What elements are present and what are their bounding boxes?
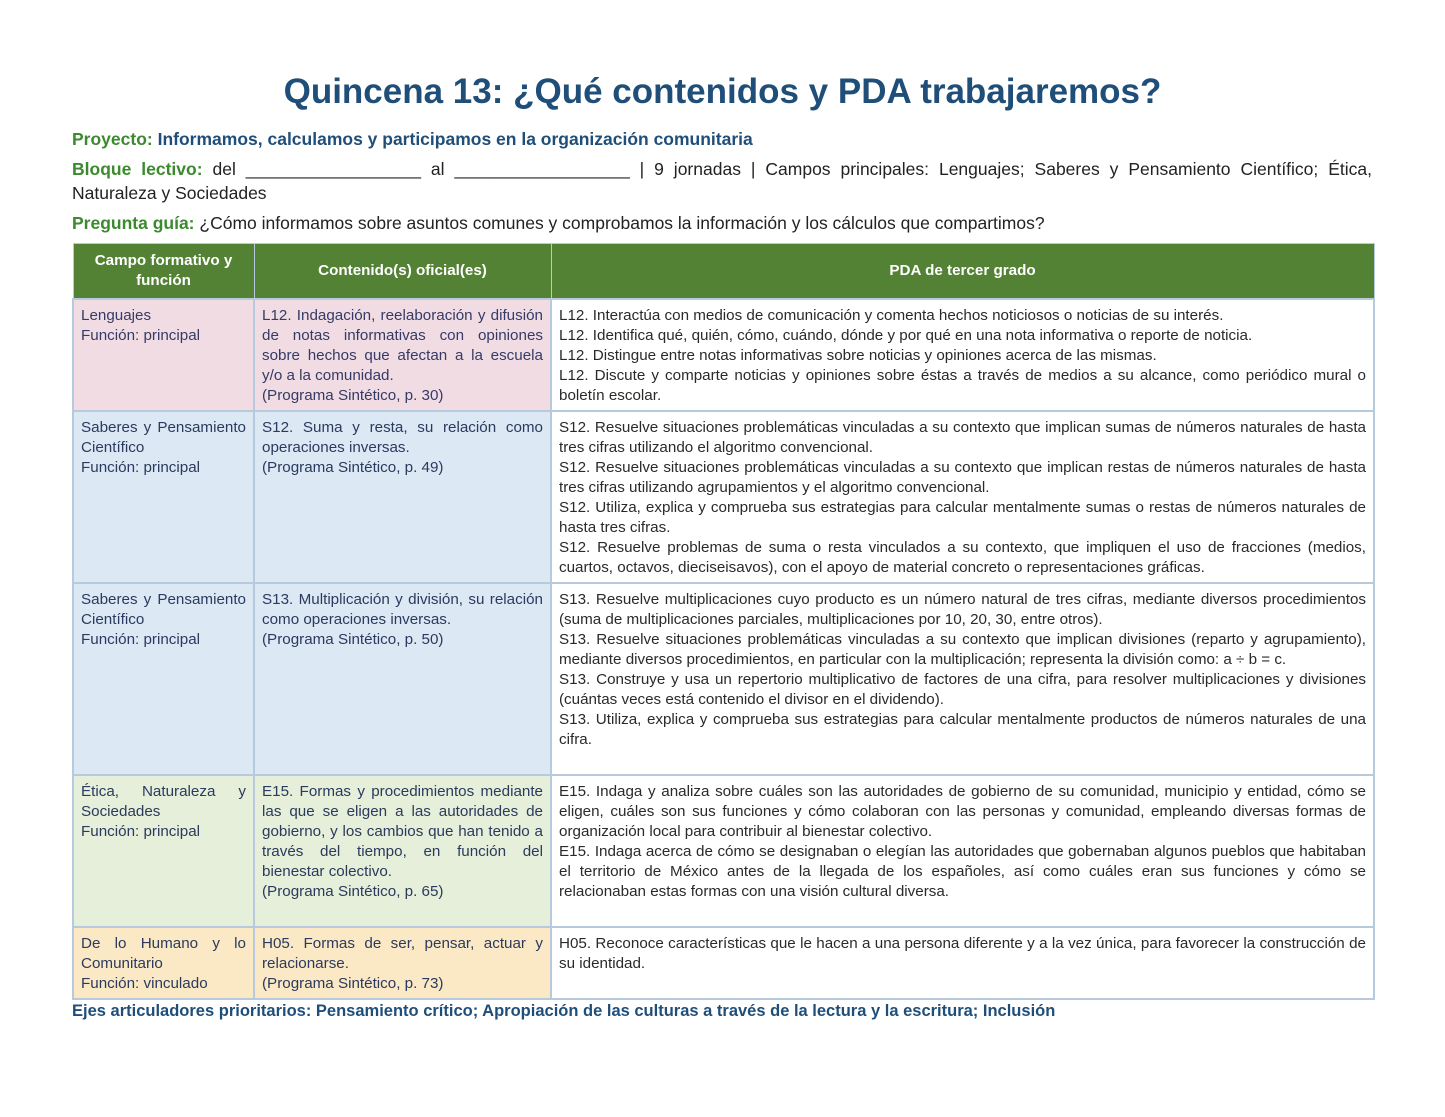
header-contenido: Contenido(s) oficial(es) bbox=[254, 244, 551, 300]
table-row bbox=[73, 299, 1374, 411]
contenido-cell-line: (Programa Sintético, p. 65) bbox=[262, 883, 444, 900]
campo-cell-line: Función: principal bbox=[81, 327, 201, 344]
proyecto-value: Informamos, calculamos y participamos en la organización comunitaria bbox=[157, 129, 753, 149]
ejes-articuladores: Ejes articuladores prioritarios: Pensamiento crítico; Apropiación de las culturas a través de la lectura y la escritura; Inclusión bbox=[72, 1002, 1056, 1020]
pda-cell-line: S12. Resuelve situaciones problemáticas vinculadas a su contexto que implican sumas de números naturales de hasta tres cifras utilizando el algoritmo convencional. bbox=[559, 419, 1366, 456]
campo-cell-line: Función: principal bbox=[81, 631, 201, 648]
pda-cell-line: S12. Resuelve situaciones problemáticas vinculadas a su contexto que implican restas de números naturales de hasta tres cifras utilizando agrupamientos y el algoritmo convencional. bbox=[559, 459, 1366, 496]
contenido-cell-line: L12. Indagación, reelaboración y difusión de notas informativas con opiniones sobre hechos que afectan a la escuela y/o a la comunidad. bbox=[262, 307, 543, 384]
table-row bbox=[73, 927, 1374, 999]
pda-cell-line: L12. Discute y comparte noticias y opiniones sobre éstas a través de medios a su alcance, como periódico mural o boletín escolar. bbox=[559, 367, 1366, 404]
pda-cell bbox=[551, 775, 1374, 927]
pda-cell bbox=[551, 927, 1374, 999]
campo-cell bbox=[73, 299, 254, 411]
campo-cell-line: Saberes y Pensamiento Científico bbox=[81, 591, 246, 628]
contenido-cell-line: (Programa Sintético, p. 49) bbox=[262, 459, 444, 476]
pregunta-line bbox=[72, 211, 1372, 235]
campo-cell-line: Saberes y Pensamiento Científico bbox=[81, 419, 246, 456]
pda-cell-line: S12. Utiliza, explica y comprueba sus estrategias para calcular mentalmente sumas o restas de números naturales de hasta tres cifras. bbox=[559, 499, 1366, 536]
page-title: Quincena 13: ¿Qué contenidos y PDA trabajaremos? bbox=[283, 72, 1162, 111]
pda-cell bbox=[551, 299, 1374, 411]
proyecto-label: Proyecto: bbox=[72, 129, 153, 149]
campo-cell-line: Función: vinculado bbox=[81, 975, 208, 992]
contenido-cell bbox=[254, 775, 551, 927]
campo-cell-line: Lenguajes bbox=[81, 307, 152, 324]
contenido-cell-line: E15. Formas y procedimientos mediante las que se eligen a las autoridades de gobierno, y los cambios que han tenido a través del tiempo, en función del bienestar colectivo. bbox=[262, 783, 543, 880]
pda-cell-line: S13. Resuelve multiplicaciones cuyo producto es un número natural de tres cifras, mediante diversos procedimientos (suma de multiplicaciones parciales, multiplicaciones por 10, 20, 30, entre otros). bbox=[559, 591, 1366, 628]
pda-cell-line: S13. Construye y usa un repertorio multiplicativo de factores de una cifra, para resolver multiplicaciones y divisiones (cuántas veces está contenido el divisor en el dividendo). bbox=[559, 671, 1366, 708]
campo-cell-line: Función: principal bbox=[81, 459, 201, 476]
pregunta-label: Pregunta guía: bbox=[72, 213, 195, 233]
campo-cell bbox=[73, 411, 254, 583]
pda-cell-line: E15. Indaga acerca de cómo se designaban o elegían las autoridades que gobernaban algunos pueblos que habitaban el territorio de México antes de la llegada de los españoles, así como cuáles eran sus funciones y cómo se relacionaban estas formas con una visión cultural diversa. bbox=[559, 843, 1366, 900]
campo-cell-line: Función: principal bbox=[81, 823, 201, 840]
pda-cell-line: L12. Identifica qué, quién, cómo, cuándo, dónde y por qué en una nota informativa o reporte de noticia. bbox=[559, 327, 1253, 344]
contenido-cell bbox=[254, 299, 551, 411]
bloque-line bbox=[72, 157, 1372, 205]
contenido-cell-line: (Programa Sintético, p. 30) bbox=[262, 387, 444, 404]
bloque-label: Bloque lectivo: bbox=[72, 159, 203, 179]
table-header-row bbox=[73, 244, 1374, 300]
pda-cell bbox=[551, 583, 1374, 775]
table-row bbox=[73, 583, 1374, 775]
pda-cell-line: S13. Utiliza, explica y comprueba sus estrategias para calcular mentalmente productos de números naturales de una cifra. bbox=[559, 711, 1366, 748]
contenido-cell bbox=[254, 583, 551, 775]
contenido-cell-line: H05. Formas de ser, pensar, actuar y relacionarse. bbox=[262, 935, 543, 972]
campo-cell-line: De lo Humano y lo Comunitario bbox=[81, 935, 246, 972]
header-campo: Campo formativo y función bbox=[73, 244, 254, 300]
campo-cell bbox=[73, 583, 254, 775]
pda-cell-line: H05. Reconoce características que le hacen a una persona diferente y a la vez única, para favorecer la construcción de su identidad. bbox=[559, 935, 1366, 972]
contenido-cell bbox=[254, 927, 551, 999]
contenido-cell-line: (Programa Sintético, p. 73) bbox=[262, 975, 444, 992]
campo-cell bbox=[73, 775, 254, 927]
pda-table bbox=[72, 243, 1375, 1000]
pda-cell-line: E15. Indaga y analiza sobre cuáles son las autoridades de gobierno de su comunidad, municipio y entidad, cómo se eligen, cuáles son sus funciones y cómo colaboran con las personas y comunidad, empleando diversas formas de organización local para contribuir al bienestar colectivo. bbox=[559, 783, 1366, 840]
pda-cell-line: L12. Interactúa con medios de comunicación y comenta hechos noticiosos o noticias de su interés. bbox=[559, 307, 1224, 324]
contenido-cell-line: S13. Multiplicación y división, su relación como operaciones inversas. bbox=[262, 591, 543, 628]
table-row bbox=[73, 411, 1374, 583]
pregunta-value: ¿Cómo informamos sobre asuntos comunes y comprobamos la información y los cálculos que compartimos? bbox=[199, 213, 1045, 233]
campo-cell bbox=[73, 927, 254, 999]
pda-cell-line: S12. Resuelve problemas de suma o resta vinculados a su contexto, que impliquen el uso de fracciones (medios, cuartos, octavos, dieciseisavos), con el apoyo de material concreto o representaciones gráficas. bbox=[559, 539, 1366, 576]
pda-cell bbox=[551, 411, 1374, 583]
contenido-cell-line: S12. Suma y resta, su relación como operaciones inversas. bbox=[262, 419, 543, 456]
contenido-cell-line: (Programa Sintético, p. 50) bbox=[262, 631, 444, 648]
proyecto-line bbox=[72, 127, 1372, 151]
bloque-value: del __________________ al __________________ | 9 jornadas | Campos principales: Lenguajes; Saberes y Pensamiento Científico; Ética, Naturaleza y Sociedades bbox=[72, 159, 1372, 203]
contenido-cell bbox=[254, 411, 551, 583]
header-pda: PDA de tercer grado bbox=[551, 244, 1374, 300]
campo-cell-line: Ética, Naturaleza y Sociedades bbox=[81, 783, 246, 820]
table-row bbox=[73, 775, 1374, 927]
pda-cell-line: L12. Distingue entre notas informativas sobre noticias y opiniones acerca de las mismas. bbox=[559, 347, 1157, 364]
table-body bbox=[73, 299, 1374, 999]
pda-cell-line: S13. Resuelve situaciones problemáticas vinculadas a su contexto que implican divisiones (reparto y agrupamiento), mediante diversos procedimientos, en particular con la multiplicación; representa la división como: a ÷ b = c. bbox=[559, 631, 1366, 668]
